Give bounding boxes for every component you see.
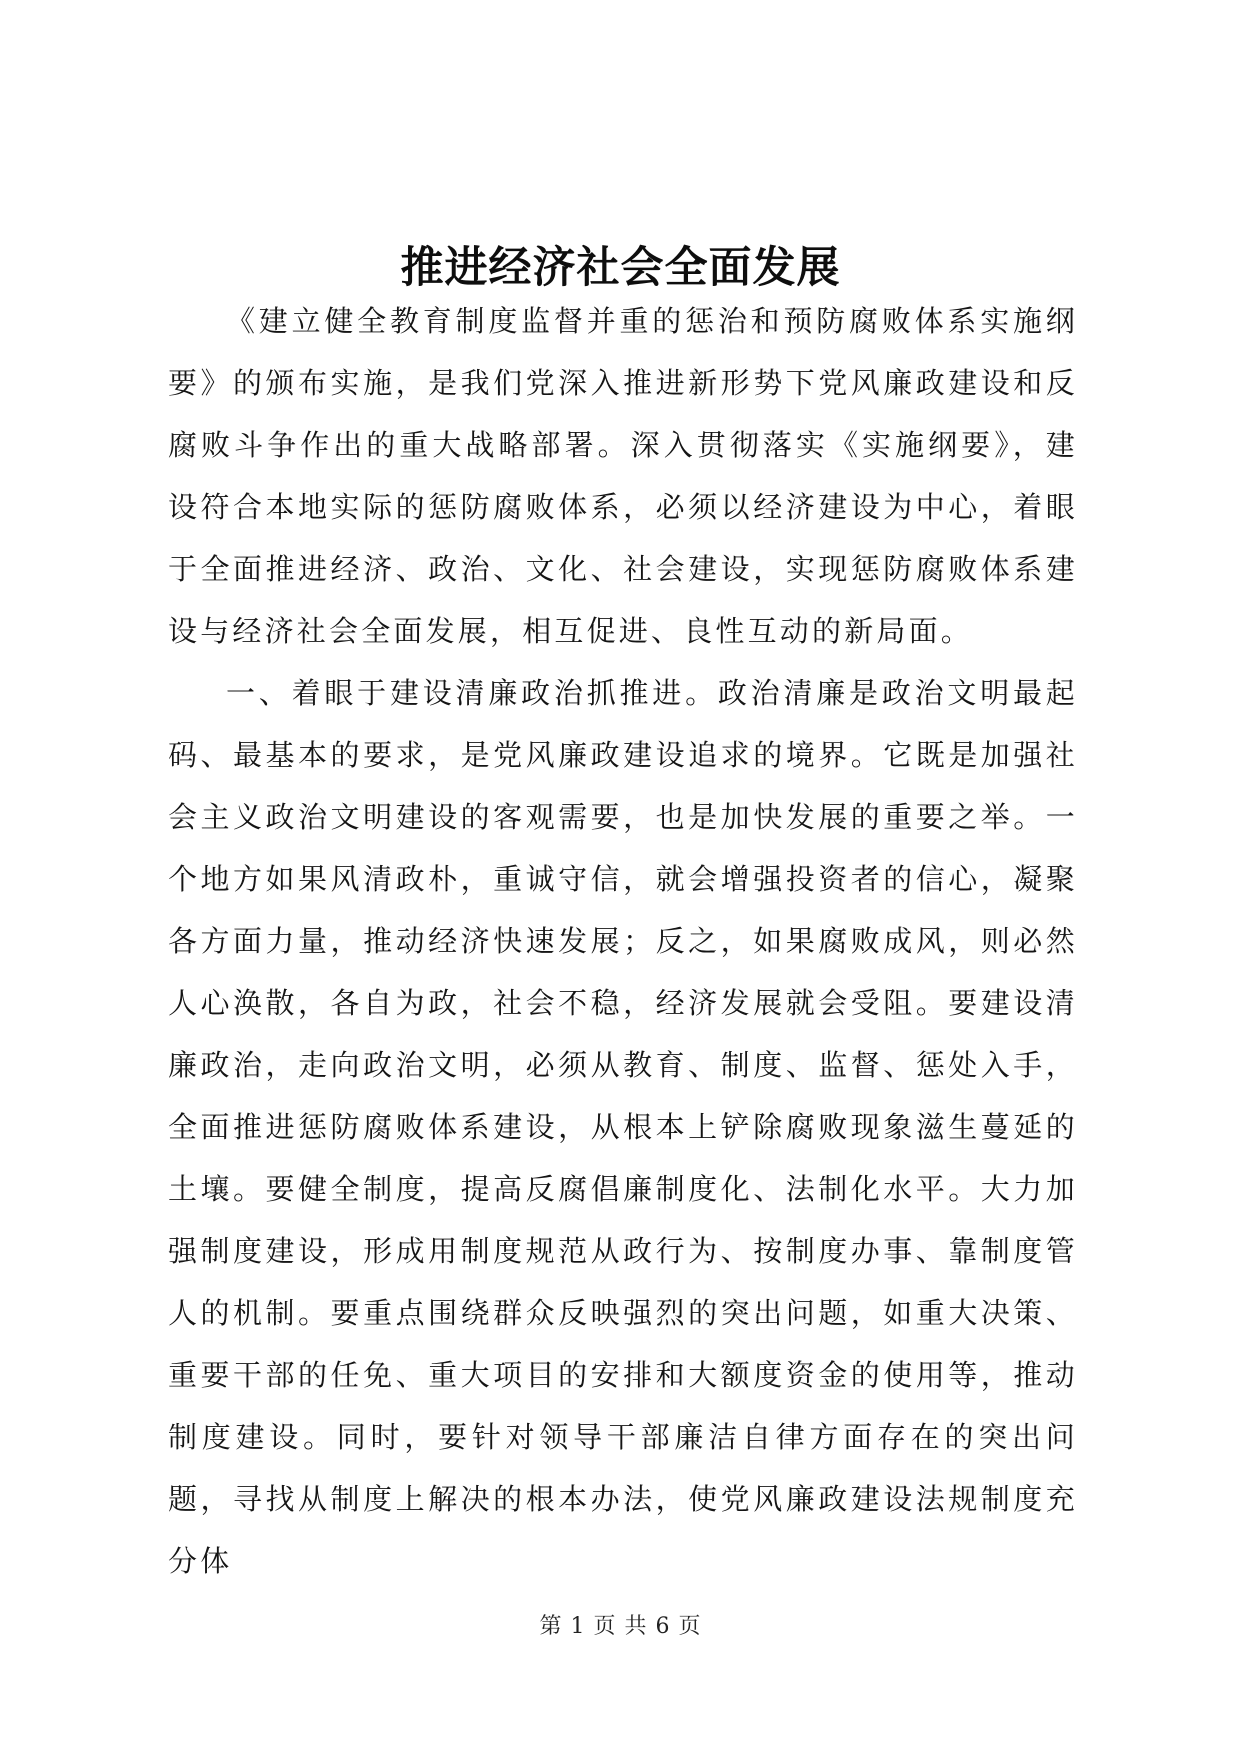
paragraph-section-one: 一、着眼于建设清廉政治抓推进。政治清廉是政治文明最起码、最基本的要求，是党风廉政建设追求的境界。它既是加强社会主义政治文明建设的客观需要，也是加快发展的重要之举。一个地方如果风清政朴，重诚守信，就会增强投资者的信心，凝聚各方面力量，推动经济快速发展；反之，如果腐败成风，则必然人心涣散，各自为政，社会不稳，经济发展就会受阻。要建设清廉政治，走向政治文明，必须从教育、制度、监督、惩处入手，全面推进惩防腐败体系建设，从根本上铲除腐败现象滋生蔓延的土壤。要健全制度，提高反腐倡廉制度化、法制化水平。大力加强制度建设，形成用制度规范从政行为、按制度办事、靠制度管人的机制。要重点围绕群众反映强烈的突出问题，如重大决策、重要干部的任免、重大项目的安排和大额度资金的使用等，推动制度建设。同时，要针对领导干部廉洁自律方面存在的突出问题，寻找从制度上解决的根本办法，使党风廉政建设法规制度充分体 [168,676,1078,1578]
paragraph-intro: 《建立健全教育制度监督并重的惩治和预防腐败体系实施纲要》的颁布实施，是我们党深入推进新形势下党风廉政建设和反腐败斗争作出的重大战略部署。深入贯彻落实《实施纲要》，建设符合本地实际的惩防腐败体系，必须以经济建设为中心，着眼于全面推进经济、政治、文化、社会建设，实现惩防腐败体系建设与经济社会全面发展，相互促进、良性互动的新局面。 [168,304,1078,648]
document-title: 推进经济社会全面发展 [400,242,841,293]
page-footer: 第 1 页 共 6 页 [539,1614,702,1639]
document-body [168,290,1078,1592]
